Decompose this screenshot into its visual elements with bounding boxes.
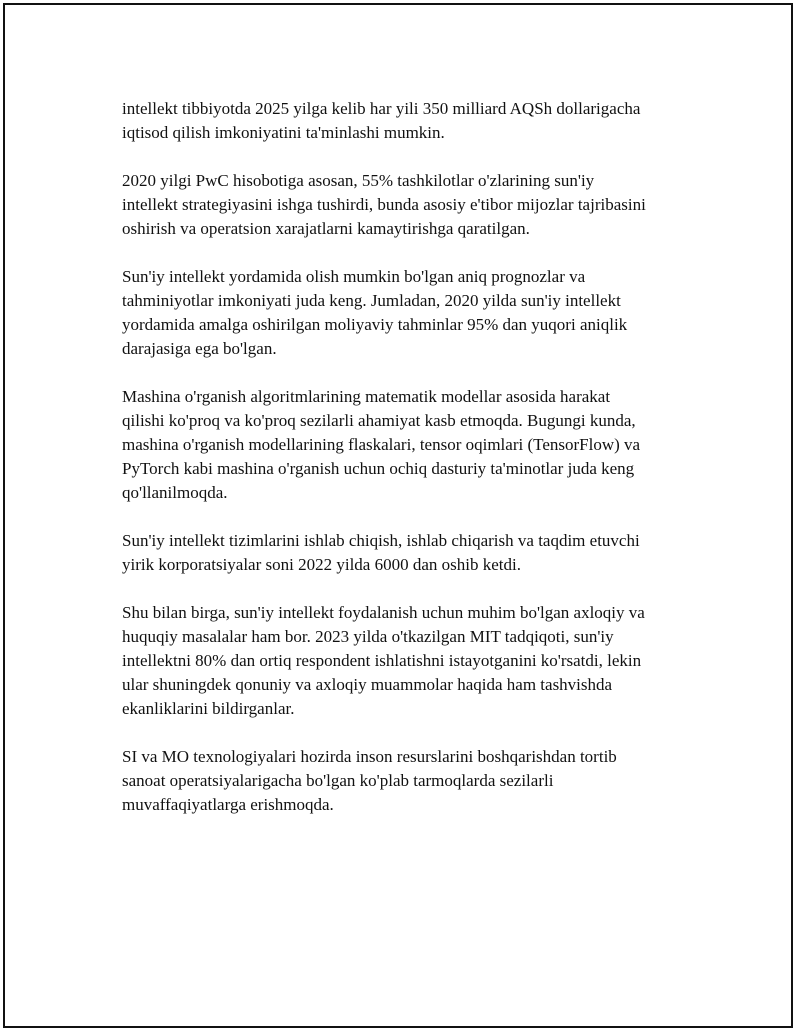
paragraph xyxy=(122,265,702,361)
text-line: PyTorch kabi mashina o'rganish uchun ochiq dasturiy ta'minotlar juda keng xyxy=(122,459,635,478)
document-body xyxy=(122,97,702,841)
text-line: iqtisod qilish imkoniyatini ta'minlashi mumkin. xyxy=(122,123,445,142)
paragraph xyxy=(122,385,702,505)
page-frame xyxy=(3,3,793,1028)
text-line: ekanliklarini bildirganlar. xyxy=(122,699,295,718)
text-line: yordamida amalga oshirilgan moliyaviy tahminlar 95% dan yuqori aniqlik xyxy=(122,315,628,334)
text-line: Sun'iy intellekt yordamida olish mumkin bo'lgan aniq prognozlar va xyxy=(122,267,586,286)
paragraph xyxy=(122,601,702,721)
text-line: intellekt strategiyasini ishga tushirdi, bunda asosiy e'tibor mijozlar tajribasini xyxy=(122,195,646,214)
text-line: sanoat operatsiyalarigacha bo'lgan ko'plab tarmoqlarda sezilarli xyxy=(122,771,554,790)
text-line: 2020 yilgi PwC hisobotiga asosan, 55% tashkilotlar o'zlarining sun'iy xyxy=(122,171,595,190)
text-line: huquqiy masalalar ham bor. 2023 yilda o'tkazilgan MIT tadqiqoti, sun'iy xyxy=(122,627,614,646)
text-line: muvaffaqiyatlarga erishmoqda. xyxy=(122,795,334,814)
text-line: qilishi ko'proq va ko'proq sezilarli ahamiyat kasb etmoqda. Bugungi kunda, xyxy=(122,411,636,430)
text-line: darajasiga ega bo'lgan. xyxy=(122,339,277,358)
paragraph xyxy=(122,529,702,577)
text-line: qo'llanilmoqda. xyxy=(122,483,228,502)
text-line: Shu bilan birga, sun'iy intellekt foydalanish uchun muhim bo'lgan axloqiy va xyxy=(122,603,645,622)
text-line: yirik korporatsiyalar soni 2022 yilda 6000 dan oshib ketdi. xyxy=(122,555,521,574)
text-line: tahminiyotlar imkoniyati juda keng. Jumladan, 2020 yilda sun'iy intellekt xyxy=(122,291,621,310)
paragraph xyxy=(122,97,702,145)
text-line: Mashina o'rganish algoritmlarining matematik modellar asosida harakat xyxy=(122,387,611,406)
text-line: mashina o'rganish modellarining flaskalari, tensor oqimlari (TensorFlow) va xyxy=(122,435,641,454)
text-line: oshirish va operatsion xarajatlarni kamaytirishga qaratilgan. xyxy=(122,219,530,238)
paragraph xyxy=(122,169,702,241)
text-line: intellektni 80% dan ortiq respondent ishlatishni istayotganini ko'rsatdi, lekin xyxy=(122,651,642,670)
text-line: intellekt tibbiyotda 2025 yilga kelib har yili 350 milliard AQSh dollarigacha xyxy=(122,99,641,118)
text-line: ular shuningdek qonuniy va axloqiy muammolar haqida ham tashvishda xyxy=(122,675,613,694)
paragraph xyxy=(122,745,702,817)
text-line: Sun'iy intellekt tizimlarini ishlab chiqish, ishlab chiqarish va taqdim etuvchi xyxy=(122,531,640,550)
text-line: SI va MO texnologiyalari hozirda inson resurslarini boshqarishdan tortib xyxy=(122,747,617,766)
